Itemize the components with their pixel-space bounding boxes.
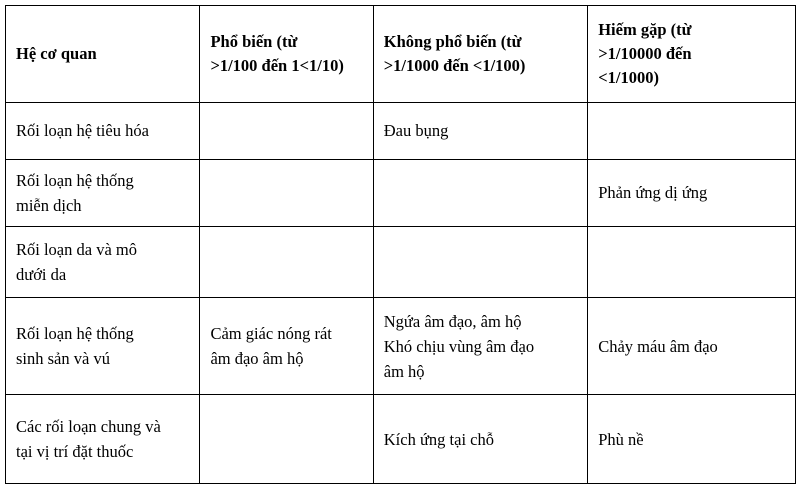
header-rare-line: <1/1000) (598, 68, 659, 87)
cell-line: miễn dịch (16, 195, 82, 215)
cell-line: Chảy máu âm đạo (598, 336, 718, 356)
header-rare (588, 6, 796, 103)
cell-line: Rối loạn da và mô (16, 240, 137, 260)
cell-organ-system (6, 395, 200, 484)
table-row (6, 159, 796, 227)
cell-rare (588, 159, 796, 227)
cell-line: tại vị trí đặt thuốc (16, 442, 134, 461)
cell-uncommon (373, 298, 587, 395)
cell-line: Khó chịu vùng âm đạo (383, 336, 535, 356)
header-organ-system (6, 6, 200, 103)
cell-line: Rối loạn hệ thống (16, 170, 134, 190)
cell-line: dưới da (16, 265, 67, 285)
cell-rare (588, 395, 796, 484)
cell-uncommon (373, 159, 587, 227)
cell-uncommon (373, 103, 587, 160)
cell-common (200, 103, 373, 160)
header-uncommon-line: Không phổ biến (từ (383, 32, 522, 51)
table-row (6, 395, 796, 484)
cell-rare (588, 298, 796, 395)
cell-rare (588, 227, 796, 298)
cell-line: Rối loạn hệ tiêu hóa (16, 121, 149, 141)
cell-organ-system (6, 103, 200, 160)
header-rare-line: Hiếm gặp (từ (598, 20, 692, 39)
cell-uncommon (373, 395, 587, 484)
header-uncommon (373, 6, 587, 103)
cell-rare (588, 103, 796, 160)
header-common (200, 6, 373, 103)
cell-line: sinh sản và vú (16, 349, 110, 369)
cell-common (200, 159, 373, 227)
cell-line: Rối loạn hệ thống (16, 324, 134, 344)
cell-uncommon (373, 227, 587, 298)
cell-organ-system (6, 298, 200, 395)
cell-organ-system (6, 227, 200, 298)
cell-line: âm hộ (383, 361, 425, 381)
cell-common (200, 227, 373, 298)
table-row (6, 103, 796, 160)
cell-organ-system (6, 159, 200, 227)
cell-common (200, 395, 373, 484)
cell-line: Ngứa âm đạo, âm hộ (383, 311, 522, 331)
cell-line: Cảm giác nóng rát (210, 324, 332, 344)
header-rare-line: >1/10000 đến (598, 44, 692, 63)
header-uncommon-line: >1/1000 đến <1/100) (383, 56, 526, 75)
table-header-row (6, 6, 796, 103)
cell-line: Các rối loạn chung và (16, 417, 161, 436)
cell-common (200, 298, 373, 395)
header-common-line: Phổ biến (từ (210, 32, 298, 51)
cell-line: âm đạo âm hộ (210, 349, 304, 369)
table-row (6, 227, 796, 298)
table-row (6, 298, 796, 395)
cell-line: Đau bụng (383, 121, 449, 141)
header-organ-system-line: Hệ cơ quan (16, 44, 97, 63)
header-common-line: >1/100 đến 1<1/10) (210, 56, 344, 75)
cell-line: Phù nề (598, 429, 644, 449)
cell-line: Phản ứng dị ứng (598, 183, 708, 203)
adverse-effects-table (5, 5, 796, 484)
cell-line: Kích ứng tại chỗ (383, 429, 494, 449)
